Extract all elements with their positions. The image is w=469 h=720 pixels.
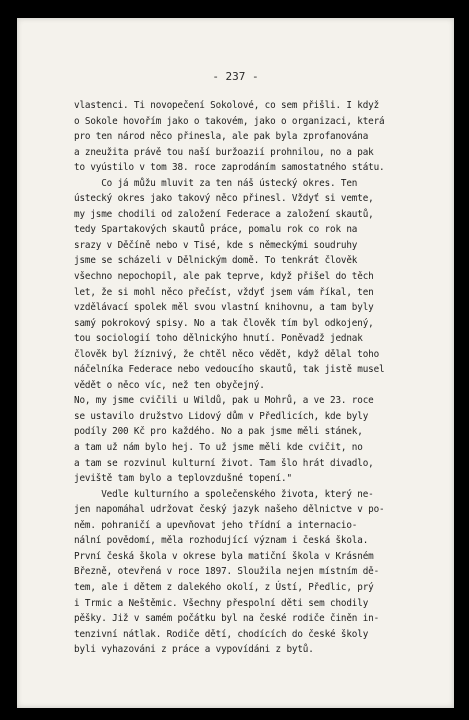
text-line: No, my jsme cvičili u Wildů, pak u Mohrů, a ve 23. roce xyxy=(74,395,374,407)
text-line: jen napomáhal udržovat český jazyk našeho dělnictve v po- xyxy=(74,504,385,516)
text-line: a zneužita právě tou naší buržoazií prohnilou, no a pak xyxy=(74,146,374,158)
text-line: tedy Spartakových skautů práce, pomalu rok co rok na xyxy=(74,224,358,236)
text-line: byli vyhazováni z práce a vypovídáni z bytů. xyxy=(74,644,314,656)
text-line: tenzivní nátlak. Rodiče dětí, chodících do české školy xyxy=(74,628,369,640)
text-line: jsme se scházeli v Dělnickým domě. To tenkrát člověk xyxy=(74,255,358,267)
typewritten-page xyxy=(17,18,454,708)
text-line: srazy v Děčíně nebo v Tisé, kde s německými soudruhy xyxy=(74,239,358,251)
text-line: a tam už nám bylo hej. To už jsme měli kde cvičit, no xyxy=(74,442,363,454)
text-line: něm. pohraničí a upevňovat jeho třídní a internacio- xyxy=(74,519,358,531)
text-line: pro ten národ něco přinesla, ale pak byla zprofanována xyxy=(74,131,369,143)
text-line: Březně, otevřená v roce 1897. Sloužila nejen místním dě- xyxy=(74,566,380,578)
text-line: samý pokrokový spisy. No a tak člověk tím byl odkojený, xyxy=(74,317,374,329)
text-line: Vedle kulturního a společenského života, který ne- xyxy=(74,488,374,500)
text-line: let, že si mohl něco přečíst, vždyť jsem vám říkal, ten xyxy=(74,286,374,298)
text-line: První česká škola v okrese byla matiční škola v Krásném xyxy=(74,550,374,562)
text-line: a tam se rozvinul kulturní život. Tam šlo hrát divadlo, xyxy=(74,457,374,469)
text-line: náčelníka Federace nebo vedoucího skautů, tak jistě musel xyxy=(74,364,385,376)
text-line: vzdělávací spolek měl svou vlastní knihovnu, a tam byly xyxy=(74,302,374,314)
text-line: podíly 200 Kč pro každého. No a pak jsme měli stánek, xyxy=(74,426,363,438)
text-line: tem, ale i dětem z dalekého okolí, z Ústí, Předlic, prý xyxy=(74,581,374,593)
text-line: vlastenci. Ti novopečení Sokolové, co sem přišli. I když xyxy=(74,100,380,111)
text-line: nální povědomí, měla rozhodující význam i česká škola. xyxy=(74,535,369,547)
text-line: člověk byl žíznivý, že chtěl něco vědět, když dělal toho xyxy=(74,348,380,360)
body-text xyxy=(74,98,424,658)
text-line: vědět o něco víc, než ten obyčejný. xyxy=(74,379,265,391)
text-line: tou sociologií toho dělnickýho hnutí. Poněvadž jednak xyxy=(74,333,363,345)
page-number: - 237 - xyxy=(212,70,259,83)
text-line: ústecký okres jako takový něco přinesl. Vždyť si vemte, xyxy=(74,193,374,205)
text-line: jeviště tam bylo a teplovzdušné topení." xyxy=(74,473,292,485)
text-line: i Trmic a Neštěmic. Všechny přespolní děti sem chodily xyxy=(74,597,369,609)
text-line: Co já můžu mluvit za ten náš ústecký okres. Ten xyxy=(74,177,358,189)
text-line: všechno nepochopil, ale pak teprve, když přišel do těch xyxy=(74,271,374,283)
text-line: o Sokole hovořím jako o takovém, jako o organizaci, která xyxy=(74,115,385,127)
text-line: my jsme chodili od založení Federace a založení skautů, xyxy=(74,208,374,220)
text-line: pěšky. Již v samém počátku byl na české rodiče činěn in- xyxy=(74,613,380,625)
text-line: se ustavilo družstvo Lidový dům v Předlicích, kde byly xyxy=(74,410,369,422)
text-line: to vyústilo v tom 38. roce zaprodáním samostatného státu. xyxy=(74,162,385,174)
